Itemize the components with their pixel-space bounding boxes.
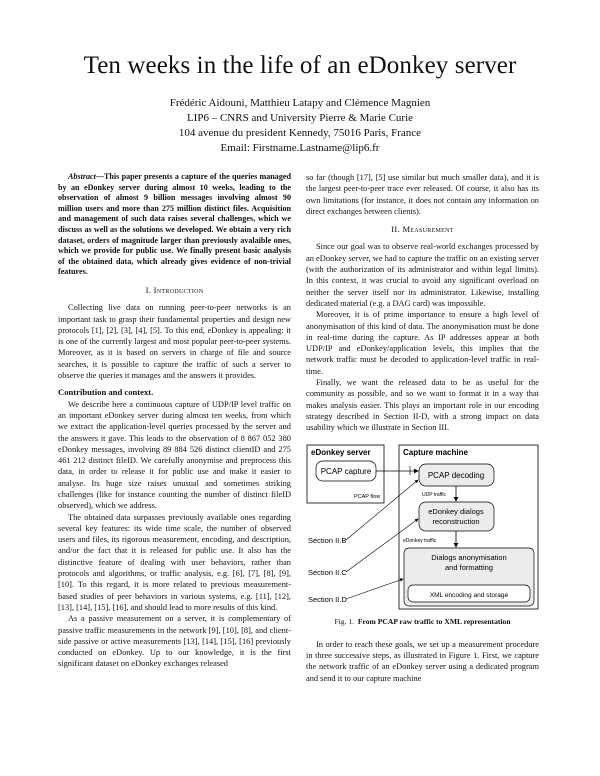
edonkey-server-label: eDonkey server: [311, 447, 371, 457]
pcap-decoding-label: PCAP decoding: [427, 470, 485, 480]
abstract: [58, 172, 291, 278]
section-c-label: Section II.C: [308, 567, 347, 577]
pointer-section-d: [346, 579, 403, 599]
section-heading-measurement: II. Measurement: [391, 224, 454, 235]
contribution-paragraph-3: As a passive measurement on a server, it is complementary of passive traffic measurements in the network [9], [10], [8], and client-side passive or active measurements [13], [14], [15], [16] previously conducted on eDonkey. Up to our knowledge, it is the first significant dataset on eDonkey exchanges released: [58, 614, 291, 669]
abstract-text: —This paper presents a capture of the queries managed by an eDonkey server during almost 10 weeks, leading to the observation of almost 9 billion messages involving almost 90 million users and more than 275 million distinct files. Acquisition and management of such data raises several challenges, which we discuss as well as the solutions we developed. We obtain a very rich dataset, orders of magnitude larger than previously avalaible ones, which we provide for public use. We finally present basic analysis of the obtained data, which already gives evidence of non-trivial features.: [58, 172, 291, 277]
paragraph-heading-contribution: Contribution and context.: [58, 387, 154, 398]
affiliation: LIP6 – CNRS and University Pierre & Marie Curie: [186, 112, 414, 124]
paper-title: Ten weeks in the life of an eDonkey server: [83, 52, 517, 79]
xml-encoding-label: XML encoding and storage: [429, 591, 509, 599]
address: 104 avenue du president Kennedy, 75016 Paris, France: [178, 127, 422, 139]
abstract-lead: Abstract: [68, 172, 96, 181]
right-paragraph-continued: so far (though [17], [5] use similar but much smaller data), and it is the largest peer-to-peer trace ever released. Of course, it also has its own limitations (for instance, it does not contain any information on direct exchanges between clients).: [306, 173, 539, 216]
caption-text: From PCAP raw traffic to XML representation: [357, 616, 511, 626]
intro-paragraph-1: Collecting live data on running peer-to-peer networks is an important task to grasp their fundamental properties and design new protocols [1], [2], [3], [4], [5]. To this end, eDonkey is appealing: it is one of the currently largest and most popular peer-to-peer systems. Moreover, as it is based on servers in charge of file and source searches, it is possible to capture the traffic of such a server to observe the queries it manages and the answers it provides.: [58, 303, 291, 381]
figure-1: [306, 444, 539, 612]
measurement-paragraph-4: In order to reach these goals, we set up a measurement procedure in three successive steps, as illustrated in Figure 1. First, we capture the network traffic of an eDonkey server using a dedicated program and send it to our capture machine: [306, 639, 539, 683]
section-d-label: Section II.D: [308, 594, 347, 604]
section-b-label: Section II.B: [308, 535, 347, 545]
contribution-paragraph-2: The obtained data surpasses previously available ones regarding several key features: its wide time scale, the number of observed users and files, its rigorous measurement, encoding, and description, and/or the fact that it is released for public use. It also has the distinctive feature of dealing with user behaviors, rather than protocols and algorithms, or traffic analysis, e.g. [6], [7], [8], [9], [10]. To this regard, it is more related to previous measurement-based studies of peer behaviors in various systems, e.g. [11], [12], [13], [14], [15], [16], and should lead to more results of this kind.: [58, 512, 291, 612]
anonymisation-label-1: Dialogs anonymisation: [431, 552, 507, 562]
measurement-paragraph-1: Since our goal was to observe real-world exchanges processed by an eDonkey server, we had to capture the traffic on an existing server (with the authorization of its administrator and within legal limits). In this context, it was crucial to avoid any significant overload on neither the server itself nor its administrator. Likewise, installing dedicated material (e.g. a DAG card) was impossible.: [306, 242, 539, 308]
dialogs-reconstruction-label-2: reconstruction: [432, 516, 480, 526]
anonymisation-label-2: and formatting: [445, 562, 493, 572]
measurement-paragraph-2: Moreover, it is of prime importance to ensure a high level of anonymisation of this kind of data. The anonymisation must be done in real-time during the capture. As IP addresses appear at both UDP/IP and eDonkey/application levels, this implies that the network traffic must be decoded to application-level traffic in real-time.: [306, 310, 539, 376]
edonkey-traffic-label: eDonkey traffic: [403, 537, 437, 544]
authors: Frédéric Aidouni, Matthieu Latapy and Clémence Magnien: [169, 97, 431, 109]
pcap-capture-label: PCAP capture: [320, 466, 372, 476]
capture-machine-label: Capture machine: [403, 447, 468, 457]
email: Email: Firstname.Lastname@lip6.fr: [220, 142, 380, 154]
figure-caption: [306, 616, 539, 627]
left-column: [58, 172, 291, 670]
pointer-section-b: [346, 480, 418, 540]
udp-traffic-label: UDP traffic: [422, 491, 446, 498]
author-block: [0, 96, 600, 156]
capture-diagram: [306, 444, 539, 612]
right-column: [306, 172, 539, 684]
contribution-paragraph-1: We describe here a continuous capture of UDP/IP level traffic on an important eDonkey server during almost ten weeks, from which we extract the application-level queries processed by the server and the answers it gave. This leads to the observation of 8 867 052 380 eDonkey messages, involving 89 884 526 distinct clientID and 275 461 212 distinct fileID. We carefully anonymise and preprocess this data, in order to release it for public use and make it easier to analyse. Its huge size raises unusual and sometimes striking challenges (like for instance counting the number of distinct fileID observed), which we address.: [58, 399, 291, 511]
section-heading-introduction: I. Introduction: [145, 284, 204, 295]
caption-label: Fig. 1.: [334, 616, 355, 626]
measurement-paragraph-3: Finally, we want the released data to be as useful for the community as possible, and so we want to format it in a way that makes analysis easier. This plays an important role in our encoding strategy described in Section II-D, with a strong impact on data usability which we illustrate in Section III.: [306, 378, 539, 433]
pcap-flow-label: PCAP flow: [354, 493, 381, 500]
dialogs-reconstruction-label-1: eDonkey dialogs: [428, 506, 484, 516]
